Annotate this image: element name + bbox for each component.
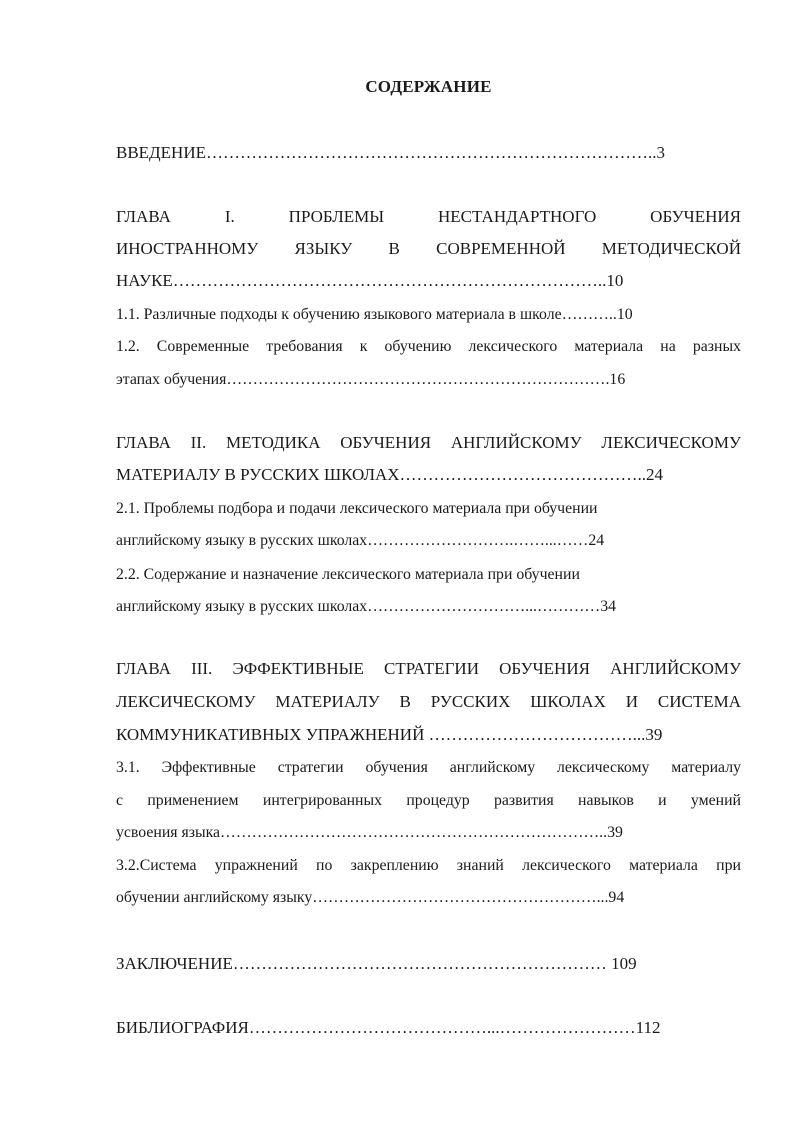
toc-section-3-1-line-3: усвоения языка………………………………………………………………..39: [116, 824, 623, 841]
toc-chapter-1-line-3: НАУКЕ…………………………………………………………………..10: [116, 271, 624, 290]
toc-section-3-2-line-1: 3.2.Система упражнений по закреплению знаний лексического материала при: [116, 857, 741, 874]
toc-section-1-2-line-2: этапах обучения……………………………………………………………….16: [116, 371, 626, 388]
toc-section-2-1-line-1: 2.1. Проблемы подбора и подачи лексического материала при обучении: [116, 500, 598, 517]
toc-section-3-2-line-2: обучении английскому языку………………………………………………...94: [116, 889, 625, 906]
toc-chapter-3-line-1: ГЛАВА III. ЭФФЕКТИВНЫЕ СТРАТЕГИИ ОБУЧЕНИЯ АНГЛИЙСКОМУ: [116, 659, 741, 678]
toc-chapter-3-line-3: КОММУНИКАТИВНЫХ УПРАЖНЕНИЙ ………………………………...39: [116, 725, 663, 744]
toc-section-1-1: 1.1. Различные подходы к обучению языкового материала в школе………..10: [116, 306, 633, 323]
toc-bibliography: БИБЛИОГРАФИЯ……………………………………...……………………112: [116, 1018, 661, 1037]
document-page: [116, 0, 741, 1131]
toc-chapter-1-line-1: ГЛАВА I. ПРОБЛЕМЫ НЕСТАНДАРТНОГО ОБУЧЕНИЯ: [116, 207, 741, 226]
toc-section-3-1-line-2: с применением интегрированных процедур развития навыков и умений: [116, 792, 741, 809]
toc-chapter-2-line-1: ГЛАВА II. МЕТОДИКА ОБУЧЕНИЯ АНГЛИЙСКОМУ ЛЕКСИЧЕСКОМУ: [116, 433, 741, 452]
toc-chapter-1-line-2: ИНОСТРАННОМУ ЯЗЫКУ В СОВРЕМЕННОЙ МЕТОДИЧЕСКОЙ: [116, 239, 741, 258]
page-title: СОДЕРЖАНИЕ: [365, 77, 492, 96]
toc-intro: ВВЕДЕНИЕ……………………………………………………………………..3: [116, 143, 665, 162]
toc-section-3-1-line-1: 3.1. Эффективные стратегии обучения английскому лексическому материалу: [116, 759, 741, 776]
toc-section-2-2-line-1: 2.2. Содержание и назначение лексического материала при обучении: [116, 566, 580, 583]
toc-section-1-2-line-1: 1.2. Современные требования к обучению лексического материала на разных: [116, 338, 741, 355]
toc-conclusion: ЗАКЛЮЧЕНИЕ………………………………………………………… 109: [116, 954, 637, 973]
toc-section-2-2-line-2: английскому языку в русских школах…………………………...…………34: [116, 598, 616, 615]
toc-chapter-3-line-2: ЛЕКСИЧЕСКОМУ МАТЕРИАЛУ В РУССКИХ ШКОЛАХ И СИСТЕМА: [116, 692, 741, 711]
toc-chapter-2-line-2: МАТЕРИАЛУ В РУССКИХ ШКОЛАХ……………………………………..24: [116, 465, 664, 484]
toc-section-2-1-line-2: английскому языку в русских школах……………………….……...……24: [116, 532, 605, 549]
